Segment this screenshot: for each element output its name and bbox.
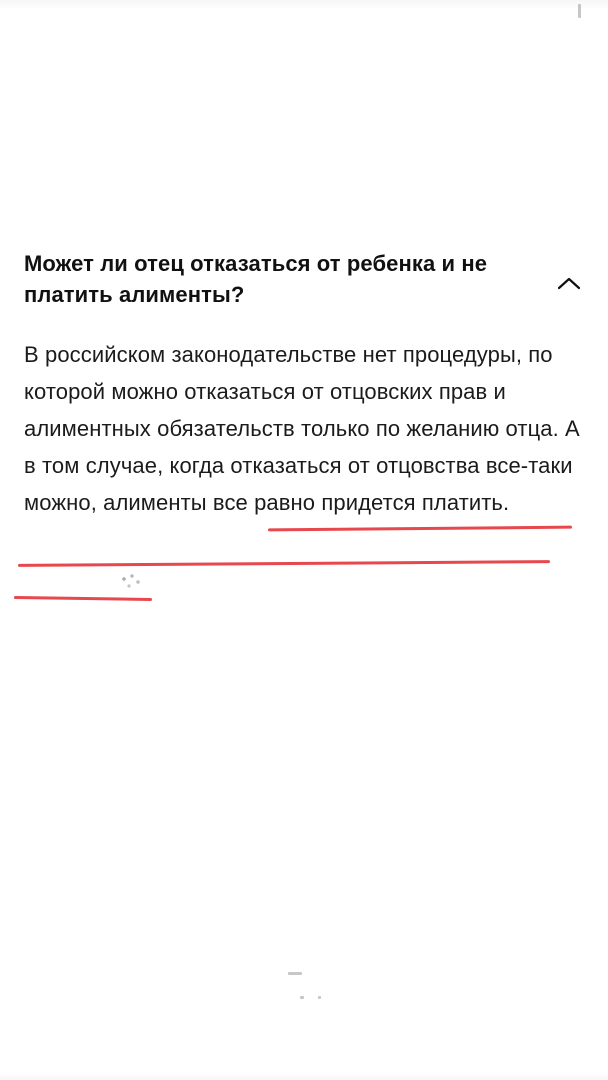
scan-speck <box>288 972 302 975</box>
faq-accordion-item[interactable] <box>0 248 608 521</box>
scan-speck <box>578 4 581 18</box>
chevron-up-icon[interactable] <box>554 270 584 300</box>
red-underline-mark <box>14 596 152 601</box>
scan-edge-bottom <box>0 1072 608 1080</box>
red-underline-mark <box>18 560 550 567</box>
accordion-question-title: Может ли отец отказаться от ребенка и не платить алименты? <box>24 251 488 307</box>
accordion-header[interactable] <box>24 248 584 310</box>
ink-smudge <box>120 573 146 591</box>
scan-speck <box>300 996 304 999</box>
scan-speck <box>318 996 321 999</box>
scan-edge-top <box>0 0 608 10</box>
accordion-answer-text: В российском законодательстве нет процедуры, по которой можно отказаться от отцовских прав и алиментных обязательств только по желанию отца. А в том случае, когда отказаться от отцовства все-таки можно, алименты все равно придется платить. <box>24 342 580 515</box>
red-underline-mark <box>268 526 572 532</box>
